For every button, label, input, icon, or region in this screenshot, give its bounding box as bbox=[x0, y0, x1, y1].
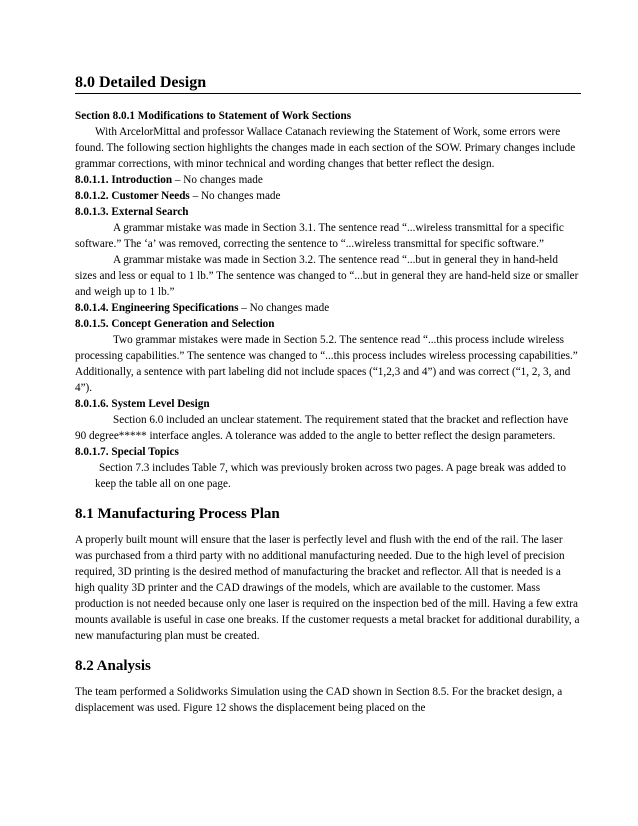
section-label: 8.0.1.2. Customer Needs bbox=[75, 190, 190, 202]
document-page bbox=[75, 73, 581, 716]
page-title: 8.0 Detailed Design bbox=[75, 73, 581, 94]
section-8-0-1-5-para-1: Two grammar mistakes were made in Section 5.2. The sentence read “...this process include wireless processing capabilities.” The sentence was changed to “...this process includes wireless processing capabilities.” Additionally, a sentence with part labeling did not include spaces (“1,2,3 and 4”) and was correct (“1, 2, 3, and 4”). bbox=[75, 334, 578, 394]
section-8-0-1-3-heading: 8.0.1.3. External Search bbox=[75, 206, 189, 218]
section-8-0-1-6-heading: 8.0.1.6. System Level Design bbox=[75, 398, 210, 410]
section-8-0-1-3-para-1: A grammar mistake was made in Section 3.1. The sentence read “...wireless transmittal for a specific software.” The ‘a’ was removed, correcting the sentence to “...wireless transmittal for specific software.” bbox=[75, 222, 564, 250]
section-8-0-1-body: With ArcelorMittal and professor Wallace Catanach reviewing the Statement of Work, some errors were found. The following section highlights the changes made in each section of the SOW. Primary changes include grammar corrections, with minor technical and wording changes that better reflect the design. bbox=[75, 126, 576, 170]
section-8-0-1-6-para-1: Section 6.0 included an unclear statement. The requirement stated that the bracket and reflection have 90 degree***** interface angles. A tolerance was added to the angle to better reflect the design parameters. bbox=[75, 414, 569, 442]
section-8-0-1-heading: Section 8.0.1 Modifications to Statement of Work Sections bbox=[75, 110, 352, 122]
section-8-1-heading: 8.1 Manufacturing Process Plan bbox=[75, 506, 280, 522]
section-8-1-body: A properly built mount will ensure that the laser is perfectly level and flush with the end of the rail. The laser was purchased from a third party with no additional manufacturing needed. Due to the high level of precision required, 3D printing is the desired method of manufacturing the bracket and reflector. All that is needed is a high quality 3D printer and the CAD drawings of the models, which are available to the customer. Mass production is not needed because only one laser is required on the inspection bed of the mill. Having a few extra mounts available is useful in case one breaks. If the customer requests a metal bracket for additional durability, a new manufacturing plan must be created. bbox=[75, 534, 580, 642]
section-8-0-1-7-heading: 8.0.1.7. Special Topics bbox=[75, 446, 179, 458]
section-note: – No changes made bbox=[172, 174, 263, 186]
section-8-0-1-1 bbox=[75, 172, 581, 188]
section-label: 8.0.1.4. Engineering Specifications bbox=[75, 302, 239, 314]
section-8-2-body: The team performed a Solidworks Simulation using the CAD shown in Section 8.5. For the bracket design, a displacement was used. Figure 12 shows the displacement being placed on the bbox=[75, 686, 563, 714]
section-8-0-1-4 bbox=[75, 300, 581, 316]
section-note: – No changes made bbox=[238, 302, 330, 314]
section-note: – No changes made bbox=[189, 190, 281, 202]
section-label: 8.0.1.1. Introduction bbox=[75, 174, 173, 186]
section-8-0-1-2 bbox=[75, 188, 581, 204]
section-8-0-1-5-heading: 8.0.1.5. Concept Generation and Selection bbox=[75, 318, 275, 330]
section-8-0-1-7-para-1: Section 7.3 includes Table 7, which was previously broken across two pages. A page break was added to keep the table all on one page. bbox=[95, 462, 566, 490]
section-8-2-heading: 8.2 Analysis bbox=[75, 658, 151, 674]
section-8-0-1-3-para-2: A grammar mistake was made in Section 3.2. The sentence read “...but in general they in hand-held sizes and less or equal to 1 lb.” The sentence was changed to “...but in general they are hand-held size or smaller and weigh up to 1 lb.” bbox=[75, 254, 579, 298]
